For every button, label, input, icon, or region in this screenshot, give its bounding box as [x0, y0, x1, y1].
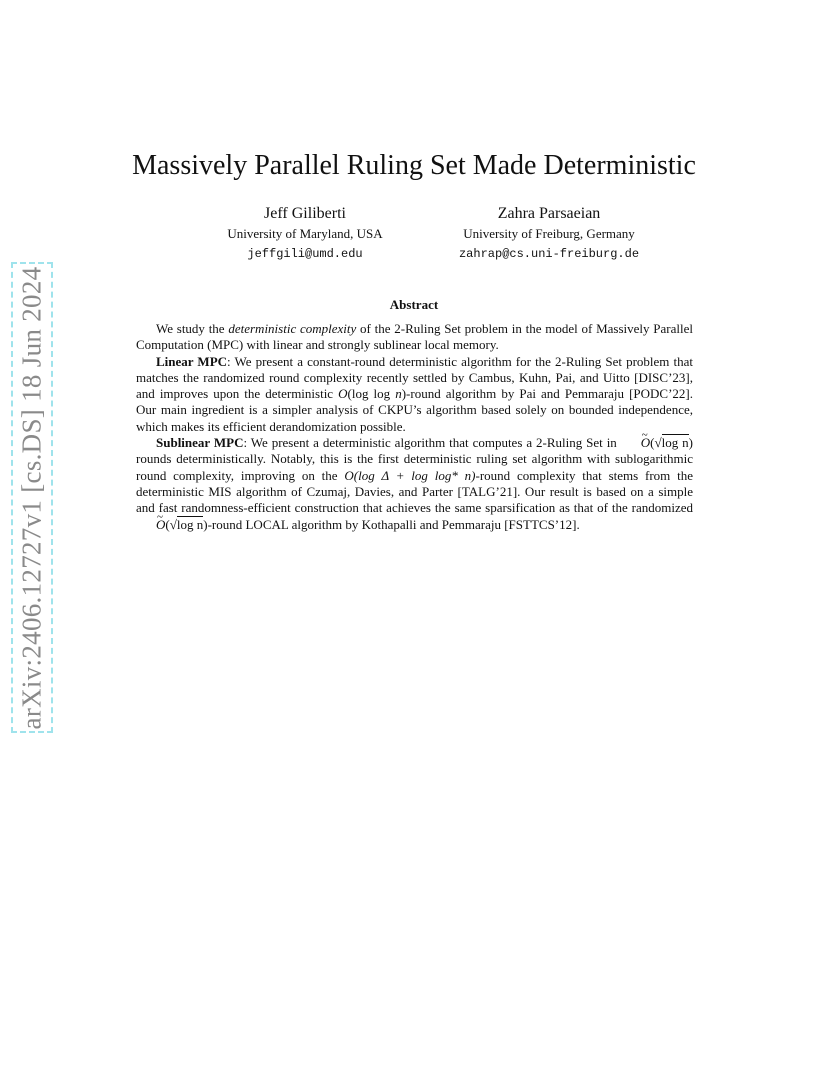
paragraph-lead: Sublinear MPC: [156, 435, 244, 451]
math-text: (log log: [347, 386, 396, 402]
math-text: ): [401, 386, 407, 402]
abstract-body: [136, 321, 693, 533]
math-sqrt-argument: log n: [661, 435, 689, 451]
math-symbol: ~ O: [621, 435, 650, 451]
text-run: We study the: [156, 321, 229, 336]
text-run: -round LOCAL algorithm by Kothapalli and Pemmaraju [FSTTCS’12].: [207, 516, 580, 532]
arxiv-stamp: [11, 262, 53, 733]
author-name: Jeff Giliberti: [264, 205, 346, 222]
abstract-paragraph-1: [136, 321, 693, 354]
text-run: -round algorithm by Pai and Pemmaraju [PODC’22]. Our main ingredient is a simpler analysis of CKPU’s algorithm based solely on bounded independence, which makes its efficient derandomization possible.: [136, 386, 694, 434]
math-sqrt-argument: log n: [176, 516, 204, 532]
author-1: [205, 204, 405, 264]
text-run: : We present a constant-round deterministic algorithm for the 2-Ruling Set problem that matches the randomized round complexity recently settled by Cambus, Kuhn, Pai, and Uitto [DISC’23], and improves upon the deterministic: [136, 353, 694, 402]
text-run: : We present a deterministic algorithm that computes a 2-Ruling Set in: [243, 435, 621, 451]
paragraph-lead: Linear MPC: [156, 353, 228, 369]
author-email: jeffgili@umd.edu: [247, 247, 363, 261]
math-expression: O(log Δ + log log* n): [344, 467, 476, 483]
abstract-heading: Abstract: [389, 297, 439, 312]
author-name: Zahra Parsaeian: [497, 205, 601, 222]
math-symbol: O: [338, 386, 348, 402]
math-symbol: n: [395, 386, 402, 402]
text-run: rounds deterministically. Notably, this is the first deterministic ruling set algorithm with sublogarithmic round complexity, improving on the: [136, 451, 693, 483]
author-email: zahrap@cs.uni-freiburg.de: [458, 247, 640, 261]
paper-title: Massively Parallel Ruling Set Made Deterministic: [132, 150, 696, 181]
author-block: [0, 204, 828, 264]
abstract-paragraph-3: Sublinear MPC: We present a deterministic algorithm that computes a 2-Ruling Set in ~ O(√log n) rounds deterministically. Notably, this is the first deterministic ruling set algorithm with sublogarithmic round complexity, improving on the O(log Δ + log log* n)-round complexity that stems from the deterministic MIS algorithm of Czumaj, Davies, and Parter [TALG’21]. Our result is based on a simple and fast randomness-efficient construction that achieves the same sparsification as that of the randomized ~ O(√log n)-round LOCAL algorithm by Kothapalli and Pemmaraju [FSTTCS’12].: [136, 435, 693, 533]
author-affiliation: University of Maryland, USA: [227, 226, 383, 241]
math-symbol: ~ O: [136, 517, 165, 533]
emphasis: deterministic complexity: [228, 321, 357, 336]
arxiv-identifier: arXiv:2406.12727v1 [cs.DS] 18 Jun 2024: [16, 266, 47, 729]
author-affiliation: University of Freiburg, Germany: [463, 226, 635, 241]
text-run: -round complexity that stems from the deterministic MIS algorithm of Czumaj, Davies, and Parter [TALG’21]. Our result is based on a simple and fast randomness-efficient construction that achieves the same sparsification as that of the randomized: [136, 467, 693, 516]
text-run: of the 2-Ruling Set problem in the model of Massively Parallel Computation (MPC) with linear and strongly sublinear local memory.: [136, 321, 693, 353]
author-2: [449, 204, 649, 264]
abstract-paragraph-2: [136, 354, 693, 435]
